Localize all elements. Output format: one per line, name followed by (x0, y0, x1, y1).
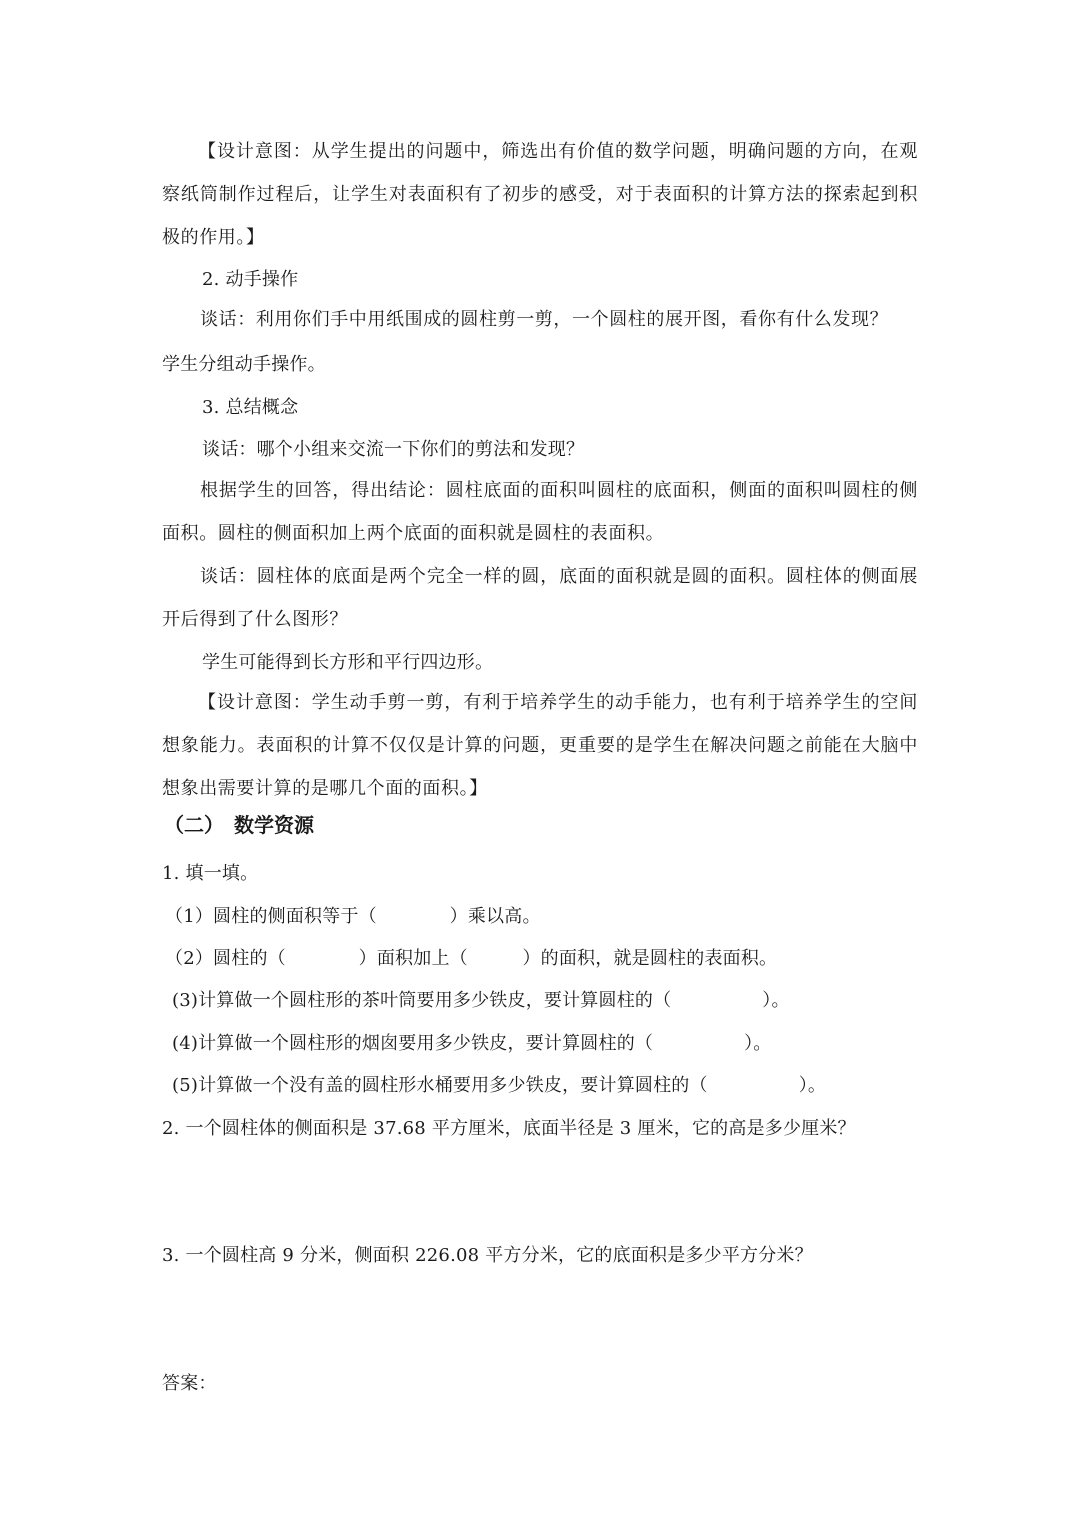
question-1-title: 1. 填一填。 (162, 863, 259, 884)
conclusion-paragraph (162, 469, 918, 555)
design-intent-paragraph-1 (162, 130, 918, 259)
question-1-item: (3)计算做一个圆柱形的茶叶筒要用多少铁皮，要计算圆柱的（ ）。 (172, 990, 790, 1011)
talk-note-3: 学生可能得到长方形和平行四边形。 (202, 652, 494, 673)
talk-note-1: 学生分组动手操作。 (162, 354, 326, 375)
question-3: 3. 一个圆柱高 9 分米，侧面积 226.08 平方分米，它的底面积是多少平方分米？ (162, 1245, 813, 1266)
answer-label: 答案： (162, 1373, 217, 1394)
talk-text-2: 谈话：哪个小组来交流一下你们的剪法和发现？ (202, 439, 585, 460)
step-2-title: 2. 动手操作 (202, 269, 299, 290)
question-1-item: (5)计算做一个没有盖的圆柱形水桶要用多少铁皮，要计算圆柱的（ ）。 (172, 1075, 827, 1096)
conclusion-text: 根据学生的回答，得出结论：圆柱底面的面积叫圆柱的底面积，侧面的面积叫圆柱的侧面积。圆柱的侧面积加上两个底面的面积就是圆柱的表面积。 (162, 480, 918, 544)
question-1-item: (4)计算做一个圆柱形的烟囱要用多少铁皮，要计算圆柱的（ ）。 (172, 1033, 772, 1054)
question-2: 2. 一个圆柱体的侧面积是 37.68 平方厘米，底面半径是 3 厘米，它的高是多少厘米？ (162, 1118, 856, 1139)
design-intent-text-2: 【设计意图：学生动手剪一剪，有利于培养学生的动手能力，也有利于培养学生的空间想象能力。表面积的计算不仅仅是计算的问题，更重要的是学生在解决问题之前能在大脑中想象出需要计算的是哪几个面的面积。】 (162, 692, 918, 799)
question-1-item: （1）圆柱的侧面积等于（ ）乘以高。 (165, 906, 541, 927)
question-1-item: （2）圆柱的（ ）面积加上（ ）的面积，就是圆柱的表面积。 (165, 948, 778, 969)
talk-text-3: 谈话：圆柱体的底面是两个完全一样的圆，底面的面积就是圆的面积。圆柱体的侧面展开后得到了什么图形？ (162, 566, 918, 630)
section-title: （二） 数学资源 (164, 813, 314, 837)
step-3-title: 3. 总结概念 (202, 397, 299, 418)
talk-paragraph-1 (162, 298, 918, 341)
talk-text-1: 谈话：利用你们手中用纸围成的圆柱剪一剪，一个圆柱的展开图，看你有什么发现？ (200, 309, 889, 330)
design-intent-paragraph-2 (162, 681, 918, 810)
talk-paragraph-3 (162, 555, 918, 641)
design-intent-text-1: 【设计意图：从学生提出的问题中，筛选出有价值的数学问题，明确问题的方向，在观察纸筒制作过程后，让学生对表面积有了初步的感受，对于表面积的计算方法的探索起到积极的作用。】 (162, 141, 918, 248)
